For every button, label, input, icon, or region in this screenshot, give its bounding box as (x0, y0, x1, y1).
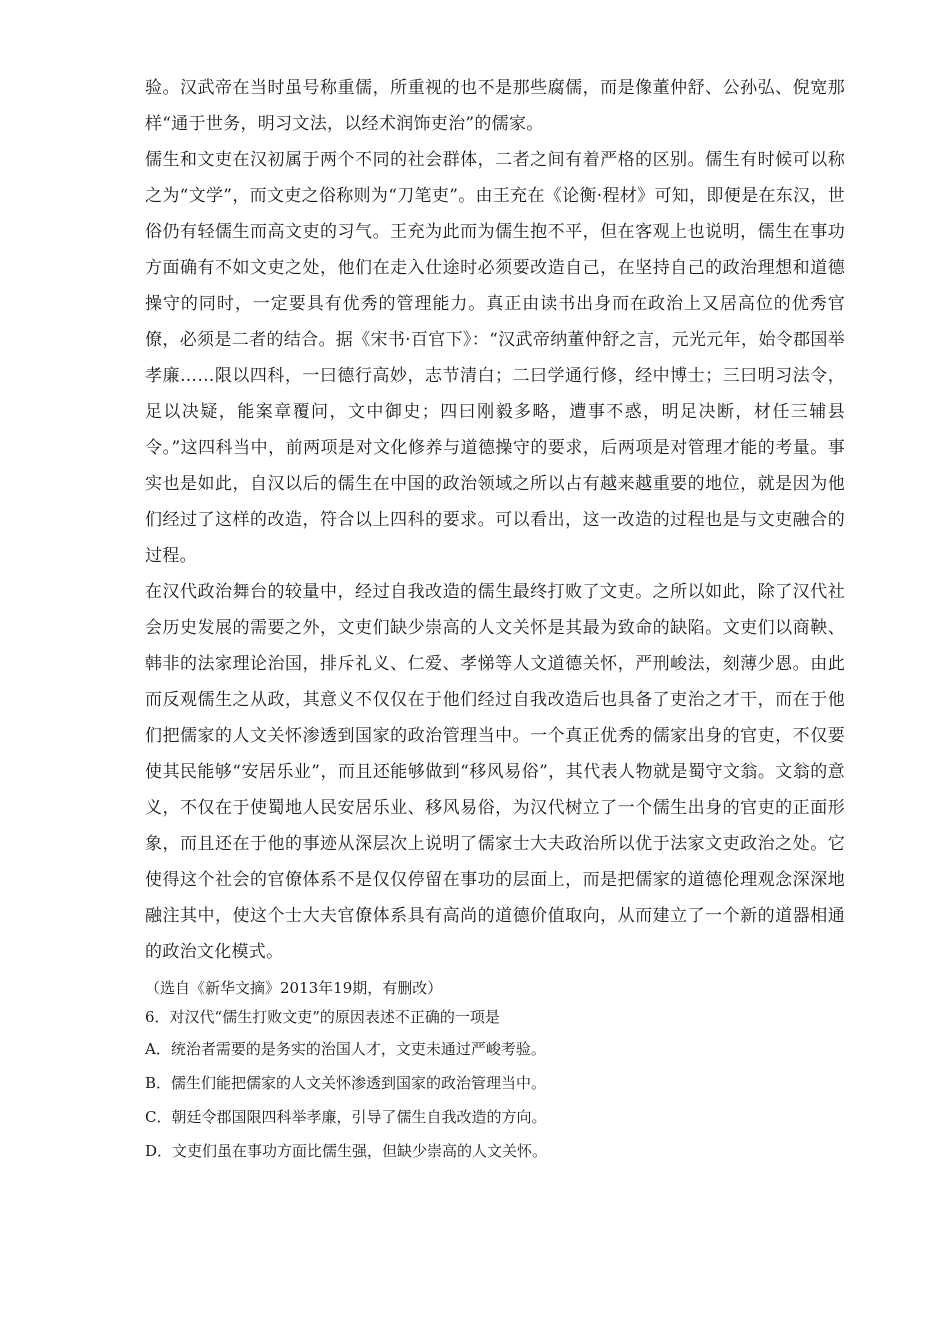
source-citation: （选自《新华文摘》2013年19期，有删改） (145, 979, 443, 997)
question-block (145, 1002, 845, 1168)
option-b: B．儒生们能把儒家的人文关怀渗透到国家的政治管理当中。 (145, 1074, 547, 1092)
option-c: C．朝廷令郡国限四科举孝廉，引导了儒生自我改造的方向。 (145, 1108, 547, 1126)
option-d: D．文吏们虽在事功方面比儒生强，但缺少崇高的人文关怀。 (145, 1142, 548, 1160)
paragraph-2: 儒生和文吏在汉初属于两个不同的社会群体，二者之间有着严格的区别。儒生有时候可以称之为“文学”，而文吏之俗称则为“刀笔吏”。由王充在《论衡·程材》可知，即便是在东汉，世俗仍有轻儒生而高文吏的习气。王充为此而为儒生抱不平，但在客观上也说明，儒生在事功方面确有不如文吏之处，他们在走入仕途时必须要改造自己，在坚持自己的政治理想和道德操守的同时，一定要具有优秀的管理能力。真正由读书出身而在政治上又居高位的优秀官僚，必须是二者的结合。据《宋书·百官下》：“汉武帝纳董仲舒之言，元光元年，始令郡国举孝廉……限以四科，一曰德行高妙，志节清白；二曰学通行修，经中博士；三曰明习法令，足以决疑，能案章覆问，文中御史；四曰刚毅多略，遭事不惑，明足决断，材任三辅县令。”这四科当中，前两项是对文化修养与道德操守的要求，后两项是对管理才能的考量。事实也是如此，自汉以后的儒生在中国的政治领域之所以占有越来越重要的地位，就是因为他们经过了这样的改造，符合以上四科的要求。可以看出，这一改造的过程也是与文吏融合的过程。 (145, 150, 845, 566)
paragraph-1: 验。汉武帝在当时虽号称重儒，所重视的也不是那些腐儒，而是像董仲舒、公孙弘、倪宽那样“通于世务，明习文法，以经术润饰吏治”的儒家。 (145, 78, 845, 134)
option-a: A．统治者需要的是务实的治国人才，文吏未通过严峻考验。 (145, 1040, 546, 1058)
paragraph-3: 在汉代政治舞台的较量中，经过自我改造的儒生最终打败了文吏。之所以如此，除了汉代社会历史发展的需要之外，文吏们缺少崇高的人文关怀是其最为致命的缺陷。文吏们以商鞅、韩非的法家理论治国，排斥礼义、仁爱、孝悌等人文道德关怀，严刑峻法，刻薄少恩。由此而反观儒生之从政，其意义不仅仅在于他们经过自我改造后也具备了吏治之才干，而在于他们把儒家的人文关怀渗透到国家的政治管理当中。一个真正优秀的儒家出身的官吏，不仅要使其民能够“安居乐业”，而且还能够做到“移风易俗”，其代表人物就是蜀守文翁。文翁的意义，不仅在于使蜀地人民安居乐业、移风易俗，为汉代树立了一个儒生出身的官吏的正面形象，而且还在于他的事迹从深层次上说明了儒家士大夫政治所以优于法家文吏政治之处。它使得这个社会的官僚体系不是仅仅停留在事功的层面上，而是把儒家的道德伦理观念深深地融注其中，使这个士大夫官僚体系具有高尚的道德价值取向，从而建立了一个新的道器相通的政治文化模式。 (145, 582, 845, 962)
document-page (145, 70, 845, 1168)
question-stem: 6．对汉代“儒生打败文吏”的原因表述不正确的一项是 (145, 1008, 500, 1026)
